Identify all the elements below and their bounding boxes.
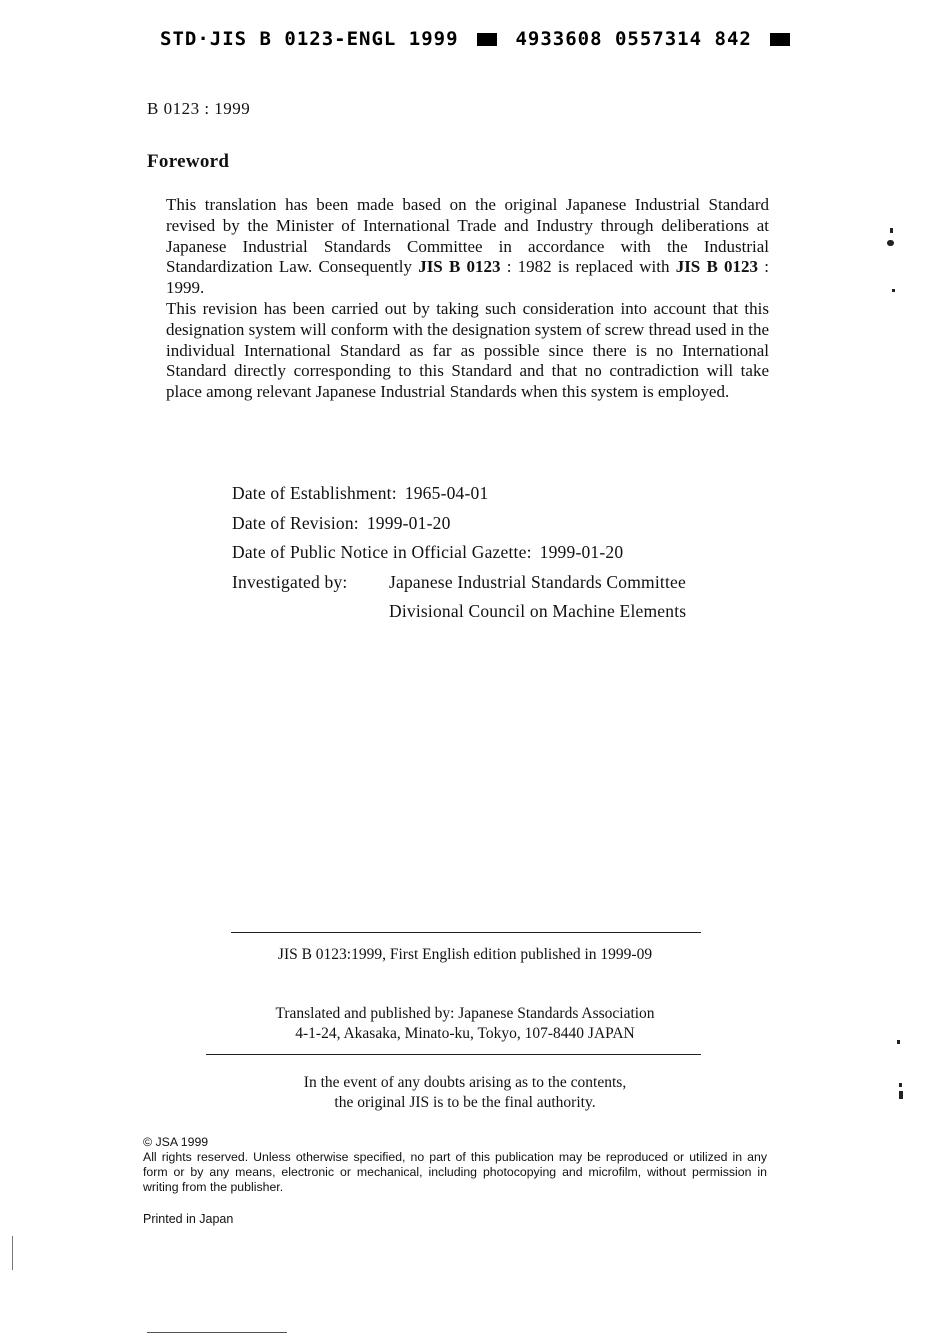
publisher-address: 4-1-24, Akasaka, Minato-ku, Tokyo, 107-8440 JAPAN (295, 1025, 635, 1042)
legal-notice (143, 1135, 767, 1195)
foreword-body (166, 195, 769, 403)
date-revision: Date of Revision: 1999-01-20 (232, 512, 451, 533)
scan-bottom-line (147, 1332, 287, 1333)
foreword-heading: Foreword (147, 151, 230, 172)
jis-reference-old: JIS B 0123 (418, 257, 501, 277)
investigated-by: Investigated by: Japanese Industrial Standards Committee (232, 571, 686, 592)
barcode-number-a: 4933608 (515, 28, 603, 50)
publisher-line-1: Translated and published by: Japanese Standards Association (275, 1005, 655, 1022)
document-number: B 0123 : 1999 (147, 99, 251, 118)
scan-speck (897, 1040, 900, 1044)
authority-line-1: In the event of any doubts arising as to the contents, (303, 1074, 627, 1091)
scan-speck (887, 240, 894, 246)
printed-in: Printed in Japan (143, 1212, 234, 1226)
foreword-paragraph-1: This translation has been made based on the original Japanese Industrial Standard revised by the Minister of International Trade and Industry through deliberations at Japanese Industrial Standards Committee in accordance with the Industrial Standardization Law. Consequently JIS B 0123 : 1982 is replaced with JIS B 0123 : 1999. (166, 195, 769, 298)
date-establishment: Date of Establishment: 1965-04-01 (232, 483, 489, 503)
investigated-by-council: Divisional Council on Machine Elements (389, 601, 687, 621)
scan-speck (890, 228, 893, 233)
edition-line: JIS B 0123:1999, First English edition published in 1999-09 (277, 946, 653, 963)
standard-code: STD·JIS B 0123-ENGL 1999 (160, 28, 459, 50)
barcode-block (477, 33, 497, 46)
copyright-line: © JSA 1999 (143, 1135, 209, 1149)
scan-speck (892, 289, 895, 292)
standard-code-header (160, 28, 796, 50)
colophon-bottom-rule (206, 1054, 701, 1055)
scan-margin-line (12, 1236, 13, 1270)
scan-speck (899, 1091, 903, 1099)
scan-speck (899, 1083, 902, 1087)
jis-reference-new: JIS B 0123 (675, 257, 759, 277)
rights-statement: All rights reserved. Unless otherwise specified, no part of this publication may be reproduced or utilized in any form or by any means, electronic or mechanical, including photocopying and microfilm, without permission in writing from the publisher. (143, 1150, 767, 1194)
barcode-block (770, 33, 790, 46)
barcode-number-c: 842 (714, 28, 752, 50)
authority-line-2: the original JIS is to be the final authority. (334, 1094, 596, 1111)
colophon-top-rule (231, 932, 701, 933)
barcode-number-b: 0557314 (614, 28, 703, 50)
dates-block (232, 482, 686, 630)
foreword-paragraph-2: This revision has been carried out by taking such consideration into account that this designation system will conform with the designation system of screw thread used in the individual International Standard as far as possible since there is no International Standard directly corresponding to this Standard and that no contradiction will take place among relevant Japanese Industrial Standards when this system is employed. (166, 298, 769, 402)
date-public-notice: Date of Public Notice in Official Gazette: 1999-01-20 (232, 542, 624, 562)
